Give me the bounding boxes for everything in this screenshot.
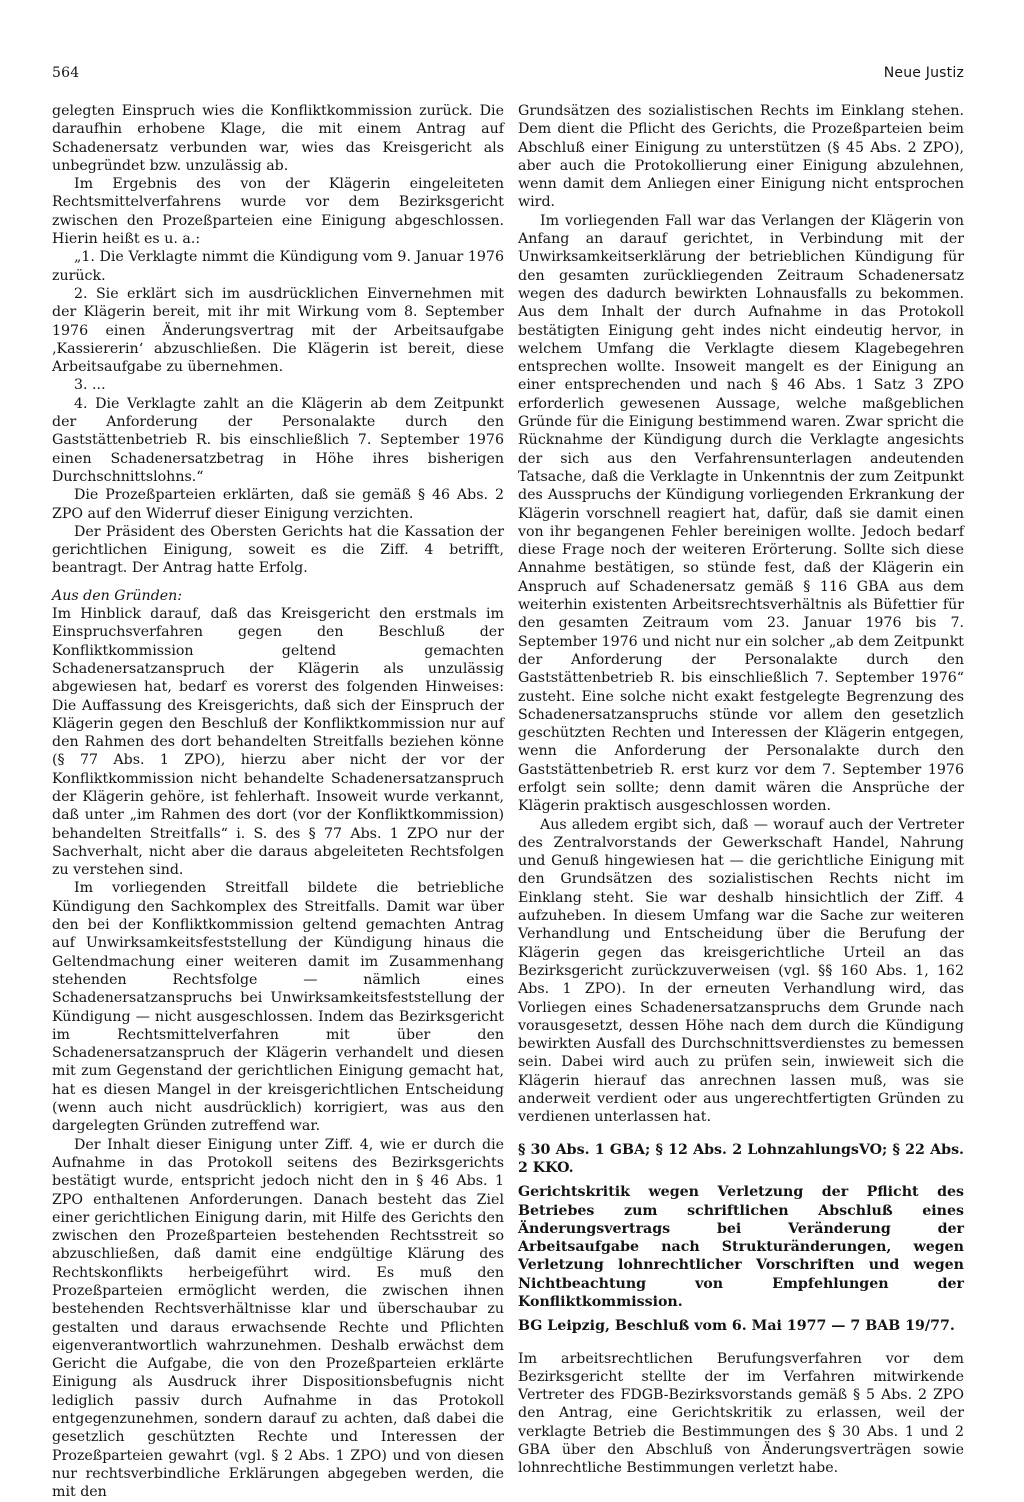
quote-item: „1. Die Verklagte nimmt die Kündigung vom 9. Januar 1976 zurück. [52, 249, 504, 284]
paragraph: Aus alledem ergibt sich, daß — worauf auch der Vertreter des Zentralvorstands der Gewerkschaft Handel, Nahrung und Genuß hingewiesen hat — die gerichtliche Einigung mit den Grundsätzen des sozialistischen Rechts nicht im Einklang steht. Sie war deshalb hinsichtlich der Ziff. 4 aufzuheben. In diesem Umfang war die Sache zur weiteren Verhandlung und Entscheidung über die Berufung der Klägerin gegen das kreisgerichtliche Urteil an das Bezirksgericht zurückzuverweisen (vgl. §§ 160 Abs. 1, 162 Abs. 1 ZPO). In der erneuten Verhandlung wird, das Vorliegen eines Schadenersatzanspruchs dem Grunde nach vorausgesetzt, dessen Höhe nach dem durch die Kündigung bewirkten Ausfall des Durchschnittsverdienstes zu bemessen sein. Dabei wird auch zu prüfen sein, inwieweit sich die Klägerin hierauf das anrechnen lassen muß, was sie anderweit verdient oder aus ungerechtfertigten Gründen zu verdienen unterlassen hat. [518, 816, 964, 1126]
paragraph: Der Präsident des Obersten Gerichts hat die Kassation der gerichtlichen Einigung, soweit es die Ziff. 4 betrifft, beantragt. Der Antrag hatte Erfolg. [52, 523, 504, 577]
law-references: § 30 Abs. 1 GBA; § 12 Abs. 2 LohnzahlungsVO; § 22 Abs. 2 KKO. [518, 1141, 964, 1176]
paragraph: Die Prozeßparteien erklärten, daß sie gemäß § 46 Abs. 2 ZPO auf den Widerruf dieser Einigung verzichten. [52, 487, 504, 522]
paragraph: gelegten Einspruch wies die Konfliktkommission zurück. Die daraufhin erhobene Klage, die mit einem Antrag auf Schadenersatz verbunden war, wies das Kreisgericht als unbegründet bzw. unzulässig ab. [52, 103, 504, 174]
quote-item: 4. Die Verklagte zahlt an die Klägerin ab dem Zeitpunkt der Anforderung der Personalakte durch den Gaststättenbetrieb R. bis einschließlich 7. September 1976 einen Schadenersatzbetrag in Höhe ihres bisherigen Durchschnittslohns.“ [52, 395, 504, 485]
paragraph: Im vorliegenden Streitfall bildete die betriebliche Kündigung den Sachkomplex des Streitfalls. Damit war über den bei der Konfliktkommission geltend gemachten Antrag auf Unwirksamkeitsfeststellung der Kündigung hinaus die Geltendmachung einer weiteren damit im Zusammenhang stehenden Rechtsfolge — nämlich eines Schadenersatzanspruchs bei Unwirksamkeitsfeststellung der Kündigung — nicht ausgeschlossen. Indem das Bezirksgericht im Rechtsmittelverfahren mit über den Schadenersatzanspruch der Klägerin verhandelt und diesen mit zum Gegenstand der gerichtlichen Einigung gemacht hat, hat es diesen Mangel in der kreisgerichtlichen Entscheidung (wenn auch nicht ausdrücklich) korrigiert, was aus den dargelegten Gründen zutreffend war. [52, 880, 504, 1135]
paragraph: Im Hinblick darauf, daß das Kreisgericht den erstmals im Einspruchsverfahren gegen den Beschluß der Konfliktkommission geltend gemachten Schadenersatzanspruch der Klägerin als unzulässig abgewiesen hat, bedarf es vorerst des folgenden Hinweises: Die Auffassung des Kreisgerichts, daß sich der Einspruch der Klägerin gegen den Beschluß der Konfliktkommission nur auf den Rahmen des dort behandelten Streitfalls beziehen könne (§ 77 Abs. 1 ZPO), hierzu aber nicht der vor der Konfliktkommission nicht behandelte Schadenersatzanspruch der Klägerin gehöre, ist fehlerhaft. Insoweit wurde verkannt, daß unter „im Rahmen des dort (vor der Konfliktkommission) behandelten Streitfalls“ i. S. des § 77 Abs. 1 ZPO nur der Sachverhalt, nicht aber die daraus abgeleiteten Rechtsfolgen zu verstehen sind. [52, 606, 504, 879]
quote-item: 3. ... [74, 377, 106, 394]
quote-item: 2. Sie erklärt sich im ausdrücklichen Einvernehmen mit der Klägerin bereit, mit ihr mit Wirkung vom 8. September 1976 einen Änderungsvertrag mit der Arbeitsaufgabe ‚Kassiererin‘ abzuschließen. Die Klägerin ist bereit, diese Arbeitsaufgabe zu übernehmen. [52, 285, 504, 376]
paragraph: Im Ergebnis des von der Klägerin eingeleiteten Rechtsmittelverfahrens wurde vor dem Bezirksgericht zwischen den Prozeßparteien eine Einigung abgeschlossen. Hierin heißt es u. a.: [52, 176, 504, 248]
right-column [518, 102, 964, 1478]
headnote: Gerichtskritik wegen Verletzung der Pflicht des Betriebes zum schriftlichen Abschluß eines Änderungsvertrags bei Veränderung der Arbeitsaufgabe nach Strukturänderungen, wegen Verletzung lohnrechtlicher Vorschriften und wegen Nichtbeachtung von Empfehlungen der Konfliktkommission. [518, 1184, 964, 1310]
page-header [52, 62, 964, 84]
paragraph: Der Inhalt dieser Einigung unter Ziff. 4, wie er durch die Aufnahme in das Protokoll seitens des Bezirksgerichts bestätigt wurde, entspricht jedoch nicht den in § 46 Abs. 1 ZPO enthaltenen Anforderungen. Danach besteht das Ziel einer gerichtlichen Einigung darin, mit Hilfe des Gerichts den zwischen den Prozeßparteien bestehenden Rechtsstreit so abzuschließen, daß damit eine endgültige Klärung des Rechtskonflikts herbeigeführt wird. Es muß den Prozeßparteien ermöglicht werden, die zwischen ihnen bestehenden Rechtsverhältnisse klar und überschaubar zu gestalten und daraus erwachsende Rechte und Pflichten eigenverantwortlich wahrzunehmen. Deshalb erwächst dem Gericht die Aufgabe, die von den Prozeßparteien erklärte Einigung als Ausdruck ihrer Dispositionsbefugnis nicht lediglich passiv durch Aufnahme in das Protokoll entgegenzunehmen, sondern darauf zu achten, daß dabei die gesetzlich geschützten Rechte und Interessen der Prozeßparteien gewahrt (vgl. § 2 Abs. 1 ZPO) und von diesen nur rechtsverbindliche Erklärungen abgegeben werden, die mit den [52, 1136, 504, 1501]
page-number: 564 [52, 65, 80, 81]
paragraph: Im arbeitsrechtlichen Berufungsverfahren vor dem Bezirksgericht stellte der im Verfahren mitwirkende Vertreter des FDGB-Bezirksvorstands gemäß § 5 Abs. 2 ZPO den Antrag, eine Gerichtskritik zu erlassen, weil der verklagte Betrieb die Bestimmungen des § 30 Abs. 1 und 2 GBA über den Abschluß von Änderungsverträgen sowie lohnrechtliche Bestimmungen verletzt habe. [518, 1350, 964, 1477]
court-citation: BG Leipzig, Beschluß vom 6. Mai 1977 — 7 BAB 19/77. [518, 1318, 955, 1335]
journal-title: Neue Justiz [883, 65, 964, 81]
paragraph: Im vorliegenden Fall war das Verlangen der Klägerin von Anfang an darauf gerichtet, in Verbindung mit der Unwirksamkeitserklärung der betrieblichen Kündigung für den gesamten zurückliegenden Zeitraum Schadenersatz wegen des dadurch bewirkten Lohnausfalls zu bekommen. Aus dem Inhalt der durch Aufnahme in das Protokoll bestätigten Einigung geht indes nicht eindeutig hervor, in welchem Umfang die Verklagte diesem Klagebegehren entsprechen wollte. Insoweit mangelt es der Einigung an einer entsprechenden und nach § 46 Abs. 1 Satz 3 ZPO erforderlich gewesenen Aussage, welche maßgeblichen Gründe für die Einigung bestimmend waren. Zwar spricht die Rücknahme der Kündigung durch die Verklagte angesichts der sich aus den Verfahrensunterlagen andeutenden Tatsache, daß die Verklagte in Unkenntnis der zum Zeitpunkt des Ausspruchs der Kündigung vorliegenden Erkrankung der Klägerin vorschnell reagiert hat, dafür, daß sie damit einen von ihr begangenen Fehler bereinigen wollte. Jedoch bedarf diese Frage noch der weiteren Erörterung. Sollte sich diese Annahme bestätigen, so stünde fest, daß der Klägerin ein Anspruch auf Schadenersatz gemäß § 116 GBA aus dem weiterhin existenten Arbeitsrechtsverhältnis als Büfettier für den gesamten Zeitraum vom 23. Januar 1976 bis 7. September 1976 und nicht nur ein solcher „ab dem Zeitpunkt der Anforderung der Personalakte durch den Gaststättenbetrieb R. bis einschließlich 7. September 1976“ zusteht. Eine solche nicht exakt festgelegte Begrenzung des Schadenersatzanspruchs stünde vor allem den gesetzlich geschützten Rechten und Interessen der Klägerin entgegen, wenn die Anforderung der Personalakte durch den Gaststättenbetrieb R. erst kurz vor dem 7. September 1976 erfolgt sein sollte; denn damit wären die Ansprüche der Klägerin praktisch ausgeschlossen worden. [518, 212, 964, 815]
paragraph: Grundsätzen des sozialistischen Rechts im Einklang stehen. Dem dient die Pflicht des Gerichts, die Prozeßparteien beim Abschluß einer Einigung zu unterstützen (§ 45 Abs. 2 ZPO), aber auch die Protokollierung einer Einigung abzulehnen, wenn damit dem Anliegen einer Einigung nicht entsprochen wird. [518, 103, 964, 211]
left-column [52, 102, 504, 1502]
section-heading: Aus den Gründen: [52, 587, 183, 604]
